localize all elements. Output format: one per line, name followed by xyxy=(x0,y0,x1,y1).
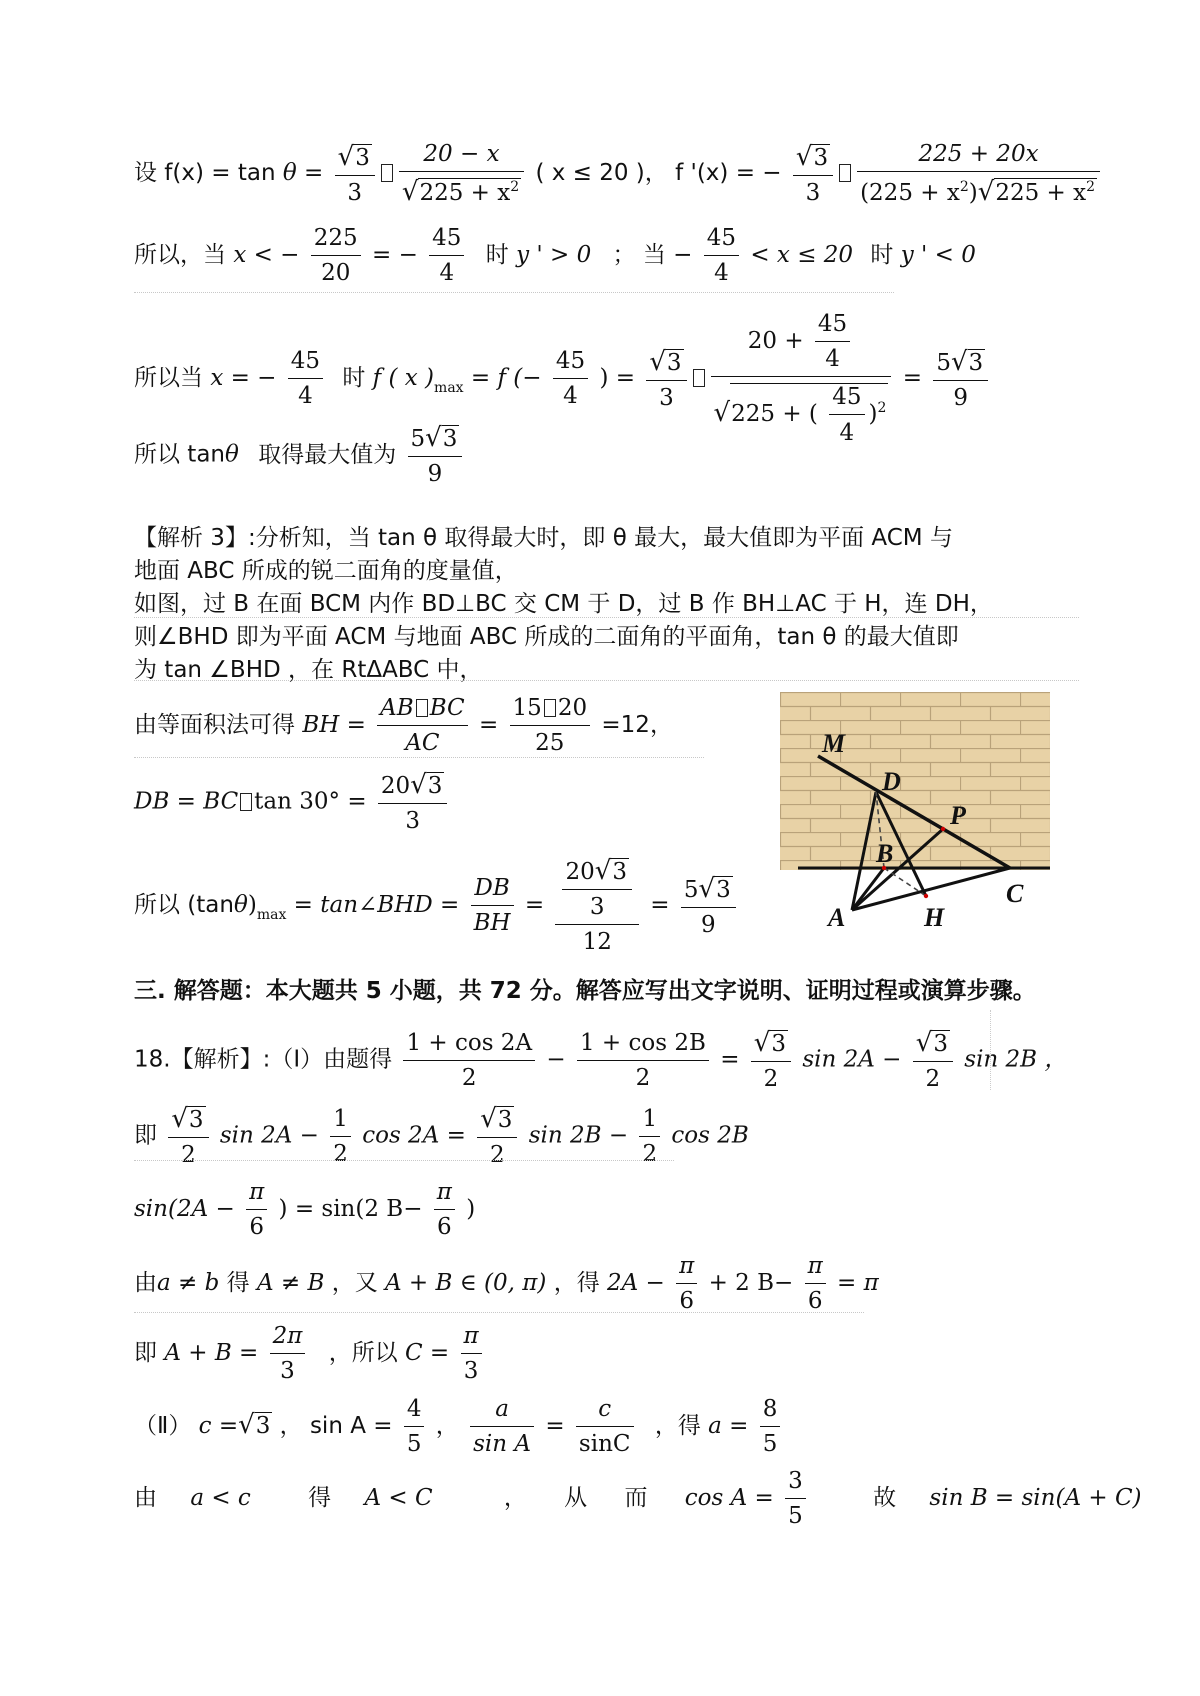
denominator: sinC xyxy=(578,1431,631,1457)
text: ) = xyxy=(599,365,636,392)
q18-equation-6: （Ⅱ） c =√3 ， sin A = $\frac{4}{5}$ ， $\frac{a}{\text{sin A}}$ = $\frac{c}{\sin C}$ ，得 a = $\frac{8}{5}$ xyxy=(134,1398,784,1456)
denominator: 3 xyxy=(405,808,420,835)
q18-equation-2 xyxy=(134,1106,749,1167)
text: ； 当 − xyxy=(612,242,693,268)
denominator: 3 xyxy=(589,894,605,921)
text: 由 xyxy=(134,1485,157,1511)
numerator: 225 xyxy=(311,227,361,256)
dotted-rule xyxy=(134,1160,674,1161)
text: = tan∠BHD = xyxy=(293,892,460,919)
text: = xyxy=(545,1413,565,1439)
dotted-rule xyxy=(990,1010,991,1090)
numerator: 2π xyxy=(270,1325,306,1354)
denominator: 2 xyxy=(489,1142,505,1169)
subscript: max xyxy=(434,380,464,397)
numerator: 1 + cos 2B xyxy=(577,1032,709,1061)
fraction xyxy=(377,697,467,755)
denominator: 2 xyxy=(461,1064,477,1091)
point-p-mark xyxy=(941,827,945,831)
text: 如图，过 B 在面 BCM 内作 BD⊥BC 交 CM 于 D，过 B 作 BH⊥AC 于 H，连 DH， xyxy=(134,591,993,617)
fraction: $\frac{√3}{3}$ xyxy=(793,144,833,205)
text: 则∠BHD 即为平面 ACM 与地面 ABC 所成的二面角的平面角，tan θ 的最大值即 xyxy=(134,624,959,650)
numerator: 1 xyxy=(330,1108,351,1137)
fraction xyxy=(577,1029,709,1091)
fraction xyxy=(639,1105,660,1167)
q18-equation-4 xyxy=(134,1255,879,1313)
radicand: 3 xyxy=(771,1031,786,1057)
fraction xyxy=(461,1325,482,1383)
radicand: 3 xyxy=(497,1107,513,1133)
fraction: $\frac{√3}{3}$ xyxy=(646,349,686,410)
text: y ' > 0 xyxy=(516,242,592,268)
numerator: 45 xyxy=(704,227,739,256)
dotted-rule xyxy=(134,757,704,758)
text: ) xyxy=(247,892,257,919)
text: 225 + ( xyxy=(731,401,818,428)
text: = π xyxy=(837,1270,879,1296)
fraction xyxy=(429,227,464,285)
denominator: 3 xyxy=(347,179,363,206)
numerator: 45 xyxy=(815,313,850,342)
text: 时 xyxy=(485,242,509,268)
fraction: $\frac{20 - x}{√225 + x^2}$ xyxy=(399,143,524,205)
text: sin 2A − xyxy=(802,1046,902,1073)
fraction: 20 + $\frac{45}{4}$ √225 + ( $\frac{45}{4}$ )$^2$ xyxy=(711,313,892,445)
label-c: C xyxy=(1006,879,1024,908)
text: 2A − xyxy=(607,1270,665,1296)
denominator: BH xyxy=(473,910,511,937)
text: = xyxy=(304,160,324,187)
missing-glyph xyxy=(381,164,393,182)
fraction: $\frac{20√3}{3}$ xyxy=(562,858,632,919)
text: = xyxy=(524,892,545,919)
numerator: 4 xyxy=(404,1398,425,1427)
fraction xyxy=(246,1181,267,1239)
fraction: $\frac{√3}{2}$ xyxy=(913,1030,953,1091)
equation-tan-max xyxy=(134,858,740,954)
fraction xyxy=(470,1398,534,1456)
text: =12， xyxy=(601,712,673,738)
text: ， xyxy=(503,1485,527,1511)
text: A + B = xyxy=(164,1340,259,1366)
text: 5 xyxy=(683,876,699,903)
denominator: 2 xyxy=(635,1064,651,1091)
point-h-mark xyxy=(924,894,928,898)
text: ( x ≤ 20 )， f '(x) = − xyxy=(535,160,782,187)
label-d: D xyxy=(882,767,901,796)
denominator: 4 xyxy=(298,383,313,410)
fraction xyxy=(404,1398,425,1456)
text: 为 tan ∠BHD ，在 RtΔABC 中， xyxy=(134,657,483,683)
radicand: 3 xyxy=(716,876,731,903)
denominator: 4 xyxy=(563,383,578,410)
text: + 2 B− xyxy=(708,1270,794,1296)
text: sin 2B ， xyxy=(964,1046,1068,1073)
denominator: 4 xyxy=(825,346,840,372)
text: θ xyxy=(282,160,297,187)
text: 而 xyxy=(624,1485,648,1511)
text: DB = BC xyxy=(134,788,239,815)
text: cos 2B xyxy=(671,1122,749,1149)
fraction: $\frac{5√3}{9}$ xyxy=(933,349,988,410)
numerator: 225 + 20x xyxy=(857,143,1100,172)
denominator: 5 xyxy=(762,1431,778,1457)
denominator: 9 xyxy=(953,384,969,411)
text: 5 xyxy=(410,426,426,452)
label-m: M xyxy=(822,729,846,758)
fraction xyxy=(270,1325,306,1383)
denominator: 3 xyxy=(280,1358,295,1384)
text: θ xyxy=(233,892,248,919)
fraction xyxy=(330,1105,351,1167)
exponent: 2 xyxy=(1086,179,1095,195)
missing-glyph xyxy=(693,369,705,387)
text: sin(2A − xyxy=(134,1196,235,1222)
fraction xyxy=(676,1255,697,1313)
q18-equation-3 xyxy=(134,1181,475,1239)
fraction: $\frac{20√3}{3}$ xyxy=(378,772,448,833)
text: tan 30° = xyxy=(254,788,367,815)
numerator: 45 xyxy=(829,385,864,415)
equation-f-tan xyxy=(134,143,1104,205)
text: 20 xyxy=(565,859,595,885)
denominator: 4 xyxy=(839,420,855,447)
text: = xyxy=(478,712,499,738)
text: 15 xyxy=(512,695,542,721)
fraction xyxy=(785,1470,806,1528)
text: 即 xyxy=(134,1122,157,1149)
numerator: 45 xyxy=(288,350,323,379)
text: ，又 xyxy=(331,1270,378,1296)
q18-equation-5 xyxy=(134,1325,486,1383)
radicand: 3 xyxy=(666,349,682,376)
radicand: 3 xyxy=(612,859,627,885)
denominator: 25 xyxy=(535,730,565,756)
numerator: 1 + cos 2A xyxy=(403,1032,535,1061)
denominator: 6 xyxy=(249,1214,264,1240)
fraction xyxy=(403,1029,535,1091)
text: BC xyxy=(429,695,465,721)
radicand: 3 xyxy=(442,426,458,452)
text: c = xyxy=(198,1413,239,1439)
missing-glyph xyxy=(240,793,252,811)
text: :分析知，当 tan θ 取得最大时，即 θ 最大，最大值即为平面 ACM 与 xyxy=(247,525,953,551)
numerator: π xyxy=(461,1325,482,1354)
fraction xyxy=(576,1398,634,1456)
radicand: 225 + x xyxy=(995,180,1087,206)
fraction: $\frac{√3}{3}$ xyxy=(335,144,375,205)
numerator: 45 xyxy=(429,227,464,256)
text: （Ⅱ） xyxy=(134,1413,192,1439)
text: ， xyxy=(435,1413,459,1439)
denominator: 4 xyxy=(714,260,729,286)
text: 地面 ABC 所成的锐二面角的度量值， xyxy=(134,558,518,584)
dotted-rule xyxy=(134,292,894,293)
denominator: AC xyxy=(405,730,440,756)
dotted-rule xyxy=(134,1312,864,1313)
text: ) xyxy=(968,180,978,206)
brick-wall xyxy=(780,692,1050,870)
numerator: 20 − x xyxy=(399,143,524,172)
text: ，所以 xyxy=(328,1340,398,1366)
fraction: $\frac{√3}{2}$ xyxy=(168,1106,208,1167)
q18-equation-7 xyxy=(134,1470,1142,1528)
text: 时 xyxy=(342,365,366,392)
text: 从 xyxy=(564,1485,588,1511)
radicand: 3 xyxy=(427,773,443,799)
fraction xyxy=(805,1255,826,1313)
denominator: 6 xyxy=(679,1288,695,1314)
radicand: 3 xyxy=(355,144,370,171)
text: − xyxy=(546,1046,566,1073)
numerator: π xyxy=(805,1255,826,1284)
text: = xyxy=(720,1046,740,1073)
fraction xyxy=(288,350,323,408)
text: ， sin A = xyxy=(279,1413,393,1439)
radicand: 3 xyxy=(255,1413,271,1439)
exponent: 2 xyxy=(959,179,969,195)
text: a = xyxy=(708,1413,749,1439)
missing-glyph xyxy=(416,699,428,717)
text: sin 2B − xyxy=(528,1122,629,1149)
fraction xyxy=(704,227,739,285)
text: A ≠ B xyxy=(256,1270,325,1296)
tan-max-statement xyxy=(134,425,466,486)
text: ，得 xyxy=(553,1270,600,1296)
text: 所以 tan xyxy=(134,441,226,468)
dotted-rule xyxy=(134,617,1079,618)
numerator: c xyxy=(576,1398,634,1427)
text: y ' < 0 xyxy=(900,242,976,268)
text: x = − xyxy=(210,365,277,392)
text: f ( x ) xyxy=(372,365,435,392)
equation-db xyxy=(134,772,451,833)
text: 设 f(x) = tan xyxy=(134,160,276,187)
text: 取得最大值为 xyxy=(258,441,397,468)
text: a < c xyxy=(190,1485,251,1511)
text: ) = sin(2 B− xyxy=(278,1196,423,1222)
radicand: 3 xyxy=(933,1031,948,1057)
equation-sign-analysis xyxy=(134,227,976,285)
text: < x ≤ 20 xyxy=(750,242,854,268)
q18-equation-1 xyxy=(134,1030,1067,1091)
fraction: $\frac{5√3}{9}$ xyxy=(408,425,463,486)
fraction xyxy=(815,313,850,371)
denominator: 2 xyxy=(333,1140,348,1167)
numerator: 8 xyxy=(760,1398,781,1427)
fraction: $\frac{5√3}{9}$ xyxy=(681,876,736,937)
denominator: 9 xyxy=(427,461,443,488)
text: 得 xyxy=(226,1270,250,1296)
text: ，得 xyxy=(654,1413,701,1439)
label-b: B xyxy=(876,839,894,868)
text: = xyxy=(902,365,922,392)
text: ) xyxy=(466,1196,476,1222)
numerator: π xyxy=(246,1181,267,1210)
denominator: 2 xyxy=(763,1066,779,1093)
text: cos A = xyxy=(684,1485,774,1511)
text: 由等面积法可得 xyxy=(134,712,295,738)
text: 5 xyxy=(936,349,951,376)
numerator: a xyxy=(470,1398,534,1427)
numerator: 3 xyxy=(785,1470,806,1499)
label-p: P xyxy=(950,801,966,830)
denominator: 3 xyxy=(805,179,821,206)
fraction xyxy=(760,1398,781,1456)
numerator: 1 xyxy=(639,1108,660,1137)
denominator: 5 xyxy=(406,1431,422,1457)
fraction xyxy=(471,877,514,935)
text: 由 xyxy=(134,1270,157,1296)
denominator: 12 xyxy=(582,929,612,956)
text: 20 xyxy=(557,695,588,721)
text: 所以，当 xyxy=(134,242,226,268)
denominator: 6 xyxy=(807,1288,823,1314)
numerator: 45 xyxy=(553,350,588,379)
exponent: 2 xyxy=(510,179,520,195)
analysis-3-paragraph xyxy=(134,522,1084,687)
radicand: 3 xyxy=(968,349,984,376)
label-a: A xyxy=(828,903,846,932)
exponent: 2 xyxy=(877,400,887,417)
fraction xyxy=(434,1181,455,1239)
denominator: 6 xyxy=(437,1214,452,1240)
text: = xyxy=(650,892,670,919)
denominator: sin A xyxy=(473,1431,532,1457)
denominator: 5 xyxy=(788,1503,803,1529)
text: ) xyxy=(868,401,878,428)
text: sin B = sin(A + C) xyxy=(929,1485,1142,1511)
denominator: 3 xyxy=(659,384,674,411)
fraction xyxy=(510,697,591,755)
dotted-rule xyxy=(134,680,1079,681)
fraction: $\frac{√3}{2}$ xyxy=(477,1106,517,1167)
missing-glyph xyxy=(839,164,851,182)
text: 得 xyxy=(308,1485,332,1511)
fraction xyxy=(829,385,864,445)
text: BH = xyxy=(302,712,366,738)
equation-bh xyxy=(134,697,673,755)
text: cos 2A = xyxy=(362,1122,466,1149)
missing-glyph xyxy=(544,699,556,717)
radicand: 3 xyxy=(813,144,829,171)
denominator: 2 xyxy=(642,1140,658,1167)
numerator: π xyxy=(434,1181,455,1210)
text: 20 + xyxy=(747,328,804,354)
text: A + B ∈ (0, π) xyxy=(385,1270,547,1296)
text: 即 xyxy=(134,1340,157,1366)
denominator: 9 xyxy=(700,911,716,938)
text: 20 xyxy=(380,773,411,799)
text: 所以当 xyxy=(134,365,203,392)
denominator: 2 xyxy=(925,1066,941,1093)
denominator: 2 xyxy=(181,1142,196,1169)
text: 故 xyxy=(873,1485,897,1511)
section-3-title: 三. 解答题：本大题共 5 小题，共 72 分。解答应写出文字说明、证明过程或演算步骤。 xyxy=(134,978,1036,1004)
fraction xyxy=(555,858,639,954)
text: a ≠ b xyxy=(157,1270,220,1296)
denominator: 3 xyxy=(463,1358,479,1384)
text: 所以 (tan xyxy=(134,892,234,919)
fraction: $\frac{225 + 20x}{(225 + x^2)√225 + x^2}$ xyxy=(857,143,1100,205)
denominator: 20 xyxy=(321,260,351,286)
text: A < C xyxy=(364,1485,433,1511)
text: 时 xyxy=(870,242,894,268)
text: C = xyxy=(405,1340,450,1366)
fraction xyxy=(311,227,361,285)
numerator: π xyxy=(676,1255,697,1284)
radicand: 3 xyxy=(188,1107,204,1133)
fraction xyxy=(553,350,588,408)
text: sin 2A − xyxy=(219,1122,319,1149)
text: x < − xyxy=(233,242,300,268)
label-h: H xyxy=(924,903,945,932)
numerator: DB xyxy=(471,877,514,906)
text: θ xyxy=(225,441,239,468)
denominator: 4 xyxy=(439,260,455,286)
text: 18.【解析】:（Ⅰ）由题得 xyxy=(134,1046,393,1073)
geometry-figure xyxy=(780,692,1050,932)
text: (225 + x xyxy=(860,180,960,206)
text: AB xyxy=(380,695,414,721)
section-label: 【解析 3】 xyxy=(134,525,248,551)
text: = − xyxy=(371,242,418,268)
subscript: max xyxy=(256,907,287,924)
fraction: $\frac{√3}{2}$ xyxy=(751,1030,791,1091)
radicand: 225 + x xyxy=(419,180,511,206)
text: = f (− xyxy=(470,365,542,392)
